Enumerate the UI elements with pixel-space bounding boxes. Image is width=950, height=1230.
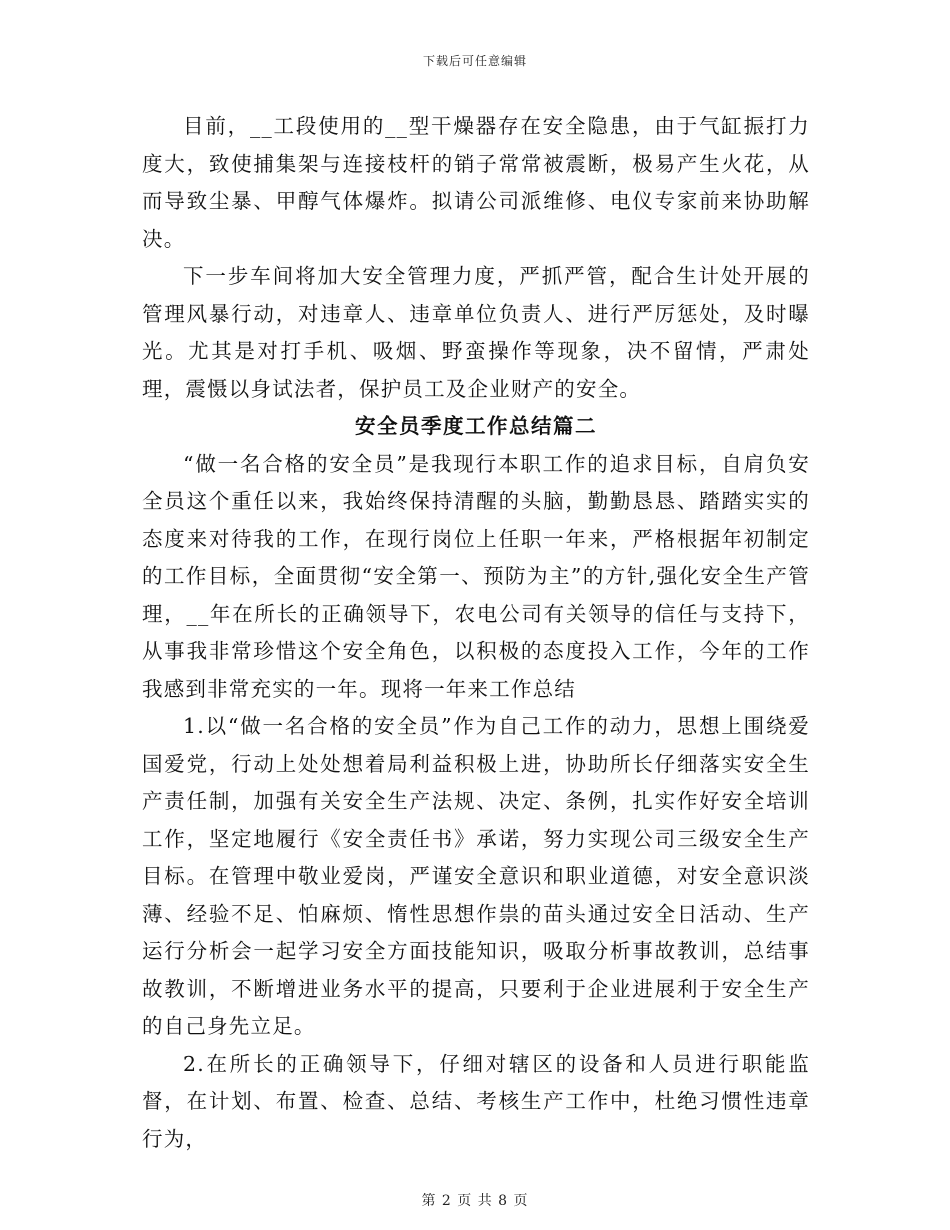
page-footer: 第 2 页 共 8 页 [421,1193,529,1209]
paragraph: “做一名合格的安全员”是我现行本职工作的追求目标，自肩负安全员这个重任以来，我始终保持清醒的头脑，勤勤恳恳、踏踏实实的态度来对待我的工作，在现行岗位上任职一年来，严格根据年初制定的工作目标，全面贯彻“安全第一、预防为主”的方针,强化安全生产管理，__年在所长的正确领导下，农电公司有关领导的信任与支持下，从事我非常珍惜这个安全角色，以积极的态度投入工作，今年的工作我感到非常充实的一年。现将一年来工作总结 [142,451,810,701]
section-title: 安全员季度工作总结篇二 [355,414,597,438]
document-body [142,108,810,1158]
paragraph: 目前，__工段使用的__型干燥器存在安全隐患，由于气缸振打力度大，致使捕集架与连接枝杆的销子常常被震断，极易产生火花，从而导致尘暴、甲醇气体爆炸。拟请公司派维修、电仪专家前来协助解决。 [142,114,810,251]
page-header: 下载后可任意编辑 [422,54,527,68]
paragraph: 1.以“做一名合格的安全员”作为自己工作的动力，思想上围绕爱国爱党，行动上处处想着局利益积极上进，协助所长仔细落实安全生产责任制，加强有关安全生产法规、决定、条例，扎实作好安全培训工作，坚定地履行《安全责任书》承诺，努力实现公司三级安全生产目标。在管理中敬业爱岗，严谨安全意识和职业道德，对安全意识淡薄、经验不足、怕麻烦、惰性思想作祟的苗头通过安全日活动、生产运行分析会一起学习安全方面技能知识，吸取分析事故教训，总结事故教训，不断增进业务水平的提高，只要利于企业进展利于安全生产的自己身先立足。 [142,714,810,1038]
paragraph: 2.在所长的正确领导下，仔细对辖区的设备和人员进行职能监督，在计划、布置、检查、总结、考核生产工作中，杜绝习惯性违章行为， [142,1051,810,1151]
paragraph: 下一步车间将加大安全管理力度，严抓严管，配合生计处开展的管理风暴行动，对违章人、违章单位负责人、进行严厉惩处，及时曝光。尤其是对打手机、吸烟、野蛮操作等现象，决不留情，严肃处理，震慑以身试法者，保护员工及企业财产的安全。 [142,264,810,401]
